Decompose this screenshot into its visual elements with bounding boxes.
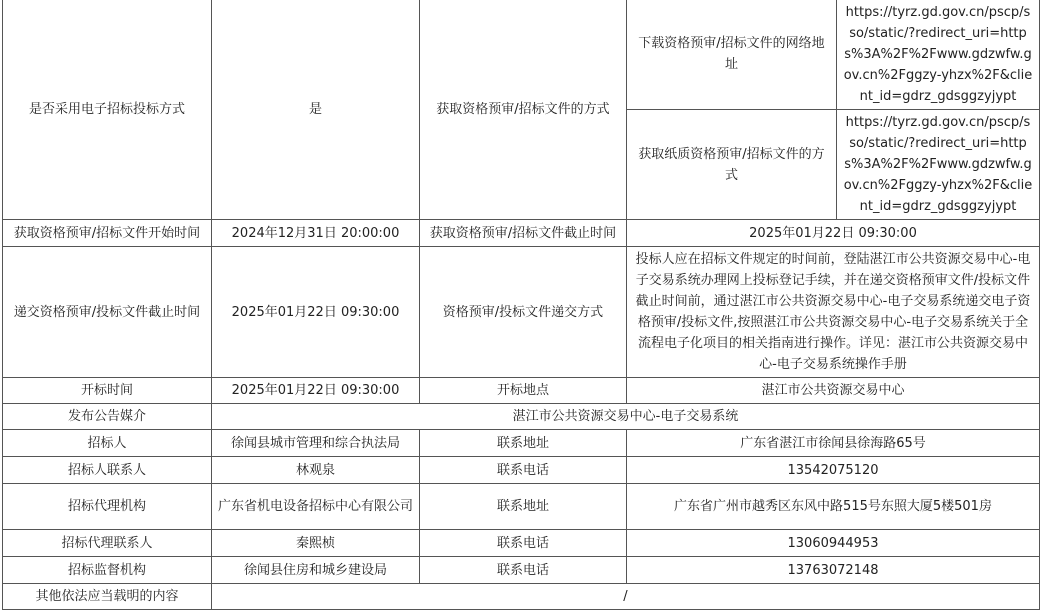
- obtain-end-label: 获取资格预审/招标文件截止时间: [420, 220, 627, 247]
- agency-value: 广东省机电设备招标中心有限公司: [212, 484, 420, 530]
- table-row: [3, 0, 1040, 110]
- table-row: [3, 220, 1040, 247]
- opening-place-label: 开标地点: [420, 378, 627, 404]
- download-address-url[interactable]: https://tyrz.gd.gov.cn/pscp/sso/static/?redirect_uri=https%3A%2F%2Fwww.gdzwfw.gov.cn%2Fggzy-yhzx%2F&client_id=gdrz_gdsggzyjypt: [837, 0, 1040, 110]
- table-row: [3, 457, 1040, 484]
- electronic-label: 是否采用电子招标投标方式: [3, 0, 212, 220]
- electronic-value: 是: [212, 0, 420, 220]
- opening-time-label: 开标时间: [3, 378, 212, 404]
- other-label: 其他依法应当载明的内容: [3, 584, 212, 610]
- table-row: [3, 584, 1040, 610]
- opening-place-value: 湛江市公共资源交易中心: [627, 378, 1040, 404]
- supervision-phone-label: 联系电话: [420, 557, 627, 584]
- tenderer-value: 徐闻县城市管理和综合执法局: [212, 430, 420, 457]
- agency-phone-label: 联系电话: [420, 530, 627, 557]
- media-value: 湛江市公共资源交易中心-电子交易系统: [212, 404, 1040, 430]
- submit-deadline-label: 递交资格预审/投标文件截止时间: [3, 247, 212, 378]
- submit-method-label: 资格预审/投标文件递交方式: [420, 247, 627, 378]
- obtain-start-value: 2024年12月31日 20:00:00: [212, 220, 420, 247]
- submit-method-value: 投标人应在招标文件规定的时间前，登陆湛江市公共资源交易中心-电子交易系统办理网上投标登记手续，并在递交资格预审文件/投标文件截止时间前，通过湛江市公共资源交易中心-电子交易系统递交电子资格预审/投标文件,按照湛江市公共资源交易中心-电子交易系统关于全流程电子化项目的相关指南进行操作。详见：湛江市公共资源交易中心-电子交易系统操作手册: [627, 247, 1040, 378]
- table-row: [3, 484, 1040, 530]
- obtain-end-value: 2025年01月22日 09:30:00: [627, 220, 1040, 247]
- supervision-label: 招标监督机构: [3, 557, 212, 584]
- agency-contact-label: 招标代理联系人: [3, 530, 212, 557]
- table-row: [3, 247, 1040, 378]
- supervision-value: 徐闻县住房和城乡建设局: [212, 557, 420, 584]
- tenderer-label: 招标人: [3, 430, 212, 457]
- tenderer-contact-value: 林观泉: [212, 457, 420, 484]
- table-row: [3, 404, 1040, 430]
- table-row: [3, 530, 1040, 557]
- media-label: 发布公告媒介: [3, 404, 212, 430]
- tenderer-phone-value: 13542075120: [627, 457, 1040, 484]
- download-address-label: 下载资格预审/招标文件的网络地址: [627, 0, 837, 110]
- obtain-method-label: 获取资格预审/招标文件的方式: [420, 0, 627, 220]
- agency-phone-value: 13060944953: [627, 530, 1040, 557]
- tender-info-table: [2, 0, 1040, 610]
- obtain-start-label: 获取资格预审/招标文件开始时间: [3, 220, 212, 247]
- agency-address-label: 联系地址: [420, 484, 627, 530]
- table-row: [3, 378, 1040, 404]
- table-row: [3, 557, 1040, 584]
- paper-method-label: 获取纸质资格预审/招标文件的方式: [627, 110, 837, 220]
- table-row: [3, 430, 1040, 457]
- other-value: /: [212, 584, 1040, 610]
- tenderer-address-label: 联系地址: [420, 430, 627, 457]
- tenderer-address-value: 广东省湛江市徐闻县徐海路65号: [627, 430, 1040, 457]
- tenderer-contact-label: 招标人联系人: [3, 457, 212, 484]
- agency-address-value: 广东省广州市越秀区东风中路515号东照大厦5楼501房: [627, 484, 1040, 530]
- tenderer-phone-label: 联系电话: [420, 457, 627, 484]
- submit-deadline-value: 2025年01月22日 09:30:00: [212, 247, 420, 378]
- agency-contact-value: 秦熙桢: [212, 530, 420, 557]
- opening-time-value: 2025年01月22日 09:30:00: [212, 378, 420, 404]
- agency-label: 招标代理机构: [3, 484, 212, 530]
- paper-method-url[interactable]: https://tyrz.gd.gov.cn/pscp/sso/static/?redirect_uri=https%3A%2F%2Fwww.gdzwfw.gov.cn%2Fggzy-yhzx%2F&client_id=gdrz_gdsggzyjypt: [837, 110, 1040, 220]
- supervision-phone-value: 13763072148: [627, 557, 1040, 584]
